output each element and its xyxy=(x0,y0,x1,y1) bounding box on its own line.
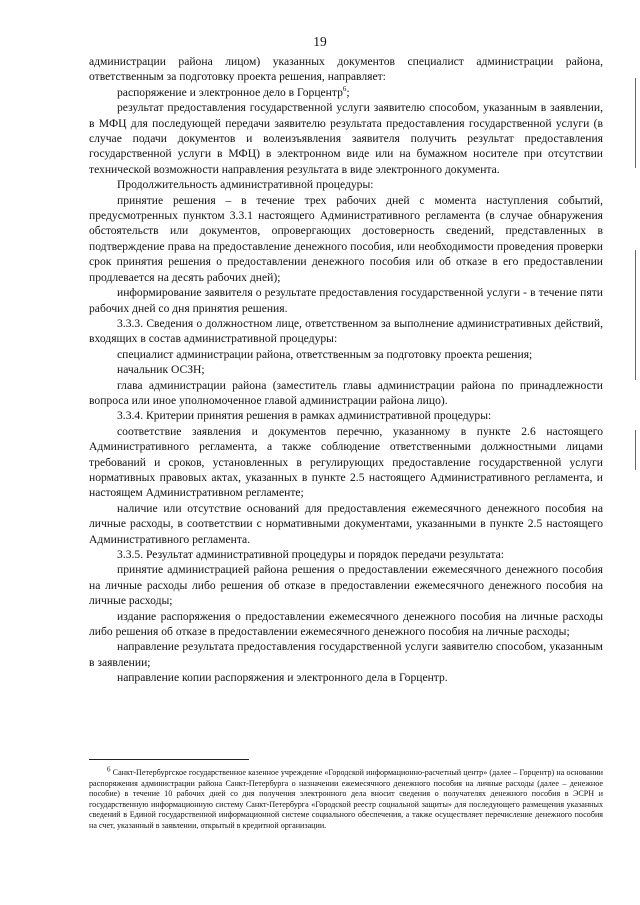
footnote-text: Санкт-Петербургское государственное казенное учреждение «Городской информационно-расчетный центр» (далее – Горцентр) на основании распоряжения администрации района Санкт-Петербурга о назначении ежемесячного денежного пособия на личные расходы (далее – денежное пособие) в течение 10 рабочих дней со дня получения электронного дела вносит сведения о получателях денежного пособия в ЭСРН и государственную информационную систему Санкт-Петербурга «Городской реестр социальной защиты» для последующего размещения указанных сведений в Единой государственной информационной системе социального обеспечения, а также осуществляет перечисление денежного пособия на счет, указанный в заявлении, открытый в кредитной организации. xyxy=(89,768,603,830)
paragraph: направление результата предоставления государственной услуги заявителю способом, указанным в заявлении; xyxy=(89,640,603,669)
scan-edge-mark xyxy=(635,250,636,380)
paragraph-punctuation: ; xyxy=(346,85,350,99)
paragraph: глава администрации района (заместитель главы администрации района по принадлежности вопроса или иное уполномоченное главой администрации района лицо). xyxy=(89,378,603,407)
paragraph: 3.3.5. Результат административной процедуры и порядок передачи результата: xyxy=(117,548,504,561)
paragraph-with-footnote-ref xyxy=(89,85,603,100)
paragraph: результат предоставления государственной услуги заявителю способом, указанным в заявлении, в МФЦ для последующей передачи заявителю результата предоставления государственной услуги (в случае подачи документов и волеизъявления заявителя получить результат предоставления государственной услуги в МФЦ) в электронном виде или на бумажном носителе при отсутствии технической возможности направления результата в виде электронного документа. xyxy=(89,101,603,176)
paragraph: специалист администрации района, ответственным за подготовку проекта решения; xyxy=(117,347,533,361)
footnote-divider xyxy=(89,759,249,760)
paragraph: информирование заявителя о результате предоставления государственной услуги - в течение пяти рабочих дней со дня принятия решения. xyxy=(89,286,603,315)
document-body xyxy=(89,54,603,686)
paragraph: Продолжительность административной процедуры: xyxy=(117,178,374,192)
scan-edge-mark xyxy=(635,430,636,470)
scan-edge-mark xyxy=(635,78,636,168)
page-number: 19 xyxy=(313,34,327,49)
paragraph: администрации района лицом) указанных документов специалист администрации района, ответственным за подготовку проекта решения, направляет: xyxy=(89,55,603,84)
paragraph: 3.3.3. Сведения о должностном лице, ответственном за выполнение административных действий, входящих в состав административной процедуры: xyxy=(89,316,603,346)
paragraph: принятие решения – в течение трех рабочих дней с момента наступления событий, предусмотренных пунктом 3.3.1 настоящего Административного регламента (в случае обнаружения обстоятельств или документов, опровергающих достоверность сведений, представленных в подтверждение права на предоставление денежного пособия, или необходимости проведения проверки срок принятия решения о предоставлении денежного пособия или об отказе в его предоставлении продлевается на десять рабочих дней); xyxy=(89,193,603,284)
paragraph: принятие администрацией района решения о предоставлении ежемесячного денежного пособия на личные расходы либо решения об отказе в предоставлении ежемесячного денежного пособия на личные расходы; xyxy=(89,563,603,608)
paragraph: наличие или отсутствие оснований для предоставления ежемесячного денежного пособия на личные расходы, в соответствии с нормативными документами, указанными в пункте 2.5 настоящего Административного регламента. xyxy=(89,501,603,546)
paragraph: начальник ОСЗН; xyxy=(117,363,205,377)
paragraph: издание распоряжения о предоставлении ежемесячного денежного пособия на личные расходы либо решения об отказе в предоставлении ежемесячного денежного пособия на личные расходы; xyxy=(89,609,603,639)
footnote xyxy=(89,765,603,832)
footnote-marker: 6 xyxy=(107,765,111,774)
paragraph: соответствие заявления и документов перечню, указанному в пункте 2.6 настоящего Административного регламента, а также соблюдение ответственными должностными лицами требований и сроков, установленных в регулирующих предоставление государственной услуги нормативных правовых актах, указанных в пункте 2.5 настоящего Административного регламента, и настоящем Административном регламенте; xyxy=(89,424,603,500)
paragraph: направление копии распоряжения и электронного дела в Горцентр. xyxy=(117,671,448,685)
paragraph: 3.3.4. Критерии принятия решения в рамках административной процедуры: xyxy=(117,409,492,423)
footnote-reference[interactable]: 6 xyxy=(342,84,347,93)
paragraph-text: распоряжение и электронное дело в Горцентр xyxy=(117,85,343,99)
